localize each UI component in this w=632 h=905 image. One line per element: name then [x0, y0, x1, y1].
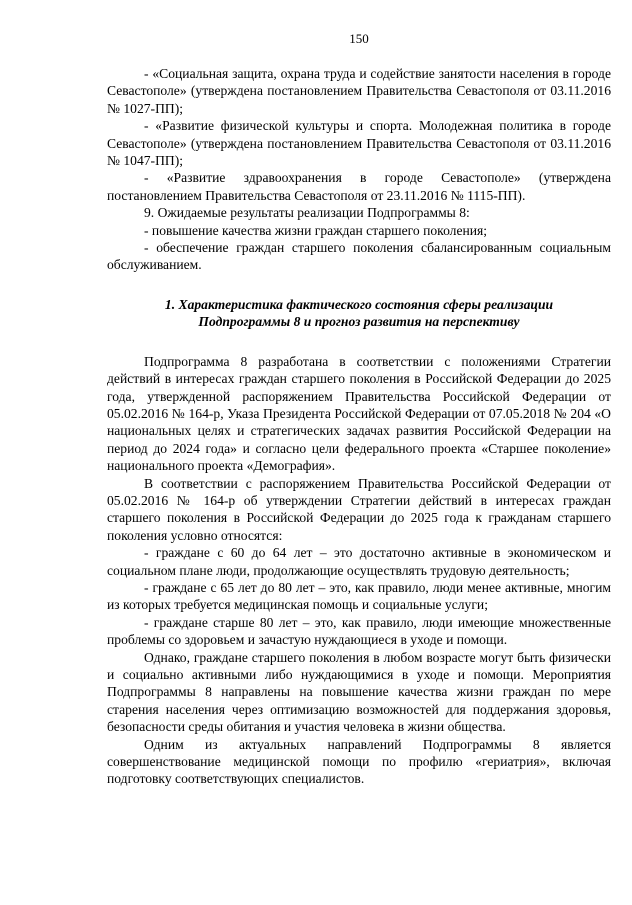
section-heading-line-1: 1. Характеристика фактического состояния сферы реализации	[164, 296, 554, 312]
paragraph-age-groups-intro: В соответствии с распоряжением Правительства Российской Федерации от 05.02.2016 № 164-р об утверждении Стратегии действий в интересах граждан старшего поколения в Российской Федерации до 2025 года к гражданам старшего поколения условно относятся:	[107, 475, 611, 543]
section-heading-line-2: Подпрограммы 8 и прогноз развития на перспективу	[198, 314, 520, 330]
paragraph-geriatrics: Одним из актуальных направлений Подпрограммы 8 является совершенствование медицинской помощи по профилю «гериатрия», включая подготовку соответствующих специалистов.	[107, 736, 611, 787]
paragraph-activities: Однако, граждане старшего поколения в любом возрасте могут быть физически и социально активными либо нуждающимися в уходе и помощи. Мероприятия Подпрограммы 8 направлены на повышение качества жизни граждан по мере старения населения через оптимизацию возможностей для поддержания здоровья, безопасности среды обитания и участия человека в жизни общества.	[107, 649, 611, 735]
page-number: 150	[349, 31, 369, 46]
paragraph-result-social-services: - обеспечение граждан старшего поколения сбалансированным социальным обслуживанием.	[107, 240, 611, 273]
paragraph-age-group-60-64: - граждане с 60 до 64 лет – это достаточно активные в экономическом и социальном плане люди, продолжающие осуществлять трудовую деятельность;	[107, 545, 611, 578]
paragraph-subprogram-basis: Подпрограмма 8 разработана в соответствии с положениями Стратегии действий в интересах граждан старшего поколения в Российской Федерации до 2025 года, утвержденной распоряжением Правительства Российской Федерации от 05.02.2016 № 164-р, Указа Президента Российской Федерации от 07.05.2018 № 204 «О национальных целях и стратегических задачах развития Российской Федерации на период до 2024 года» и согласно цели федерального проекта «Старшее поколение» национального проекта «Демография».	[107, 353, 611, 474]
paragraph-program-social-protection: - «Социальная защита, охрана труда и содействие занятости населения в городе Севастополе» (утверждена постановлением Правительства Севастополя от 03.11.2016 № 1027-ПП);	[107, 66, 611, 116]
section-heading	[107, 296, 611, 331]
paragraph-age-group-80-plus: - граждане старше 80 лет – это, как правило, люди имеющие множественные проблемы со здоровьем и зачастую нуждающиеся в уходе и помощи.	[107, 614, 611, 648]
paragraph-program-healthcare: - «Развитие здравоохранения в городе Севастополе» (утверждена постановлением Правительства Севастополя от 23.11.2016 № 1115-ПП).	[107, 170, 611, 203]
paragraph-expected-results: 9. Ожидаемые результаты реализации Подпрограммы 8:	[144, 205, 470, 221]
document-page	[107, 30, 611, 788]
paragraph-result-quality-of-life: - повышение качества жизни граждан старшего поколения;	[144, 222, 488, 238]
paragraph-program-sport: - «Развитие физической культуры и спорта. Молодежная политика в городе Севастополе» (утверждена постановлением Правительства Севастополя от 03.11.2016 № 1047-ПП);	[107, 118, 611, 169]
paragraph-age-group-65-80: - граждане с 65 лет до 80 лет – это, как правило, люди менее активные, многим из которых требуется медицинская помощь и социальные услуги;	[107, 579, 611, 613]
